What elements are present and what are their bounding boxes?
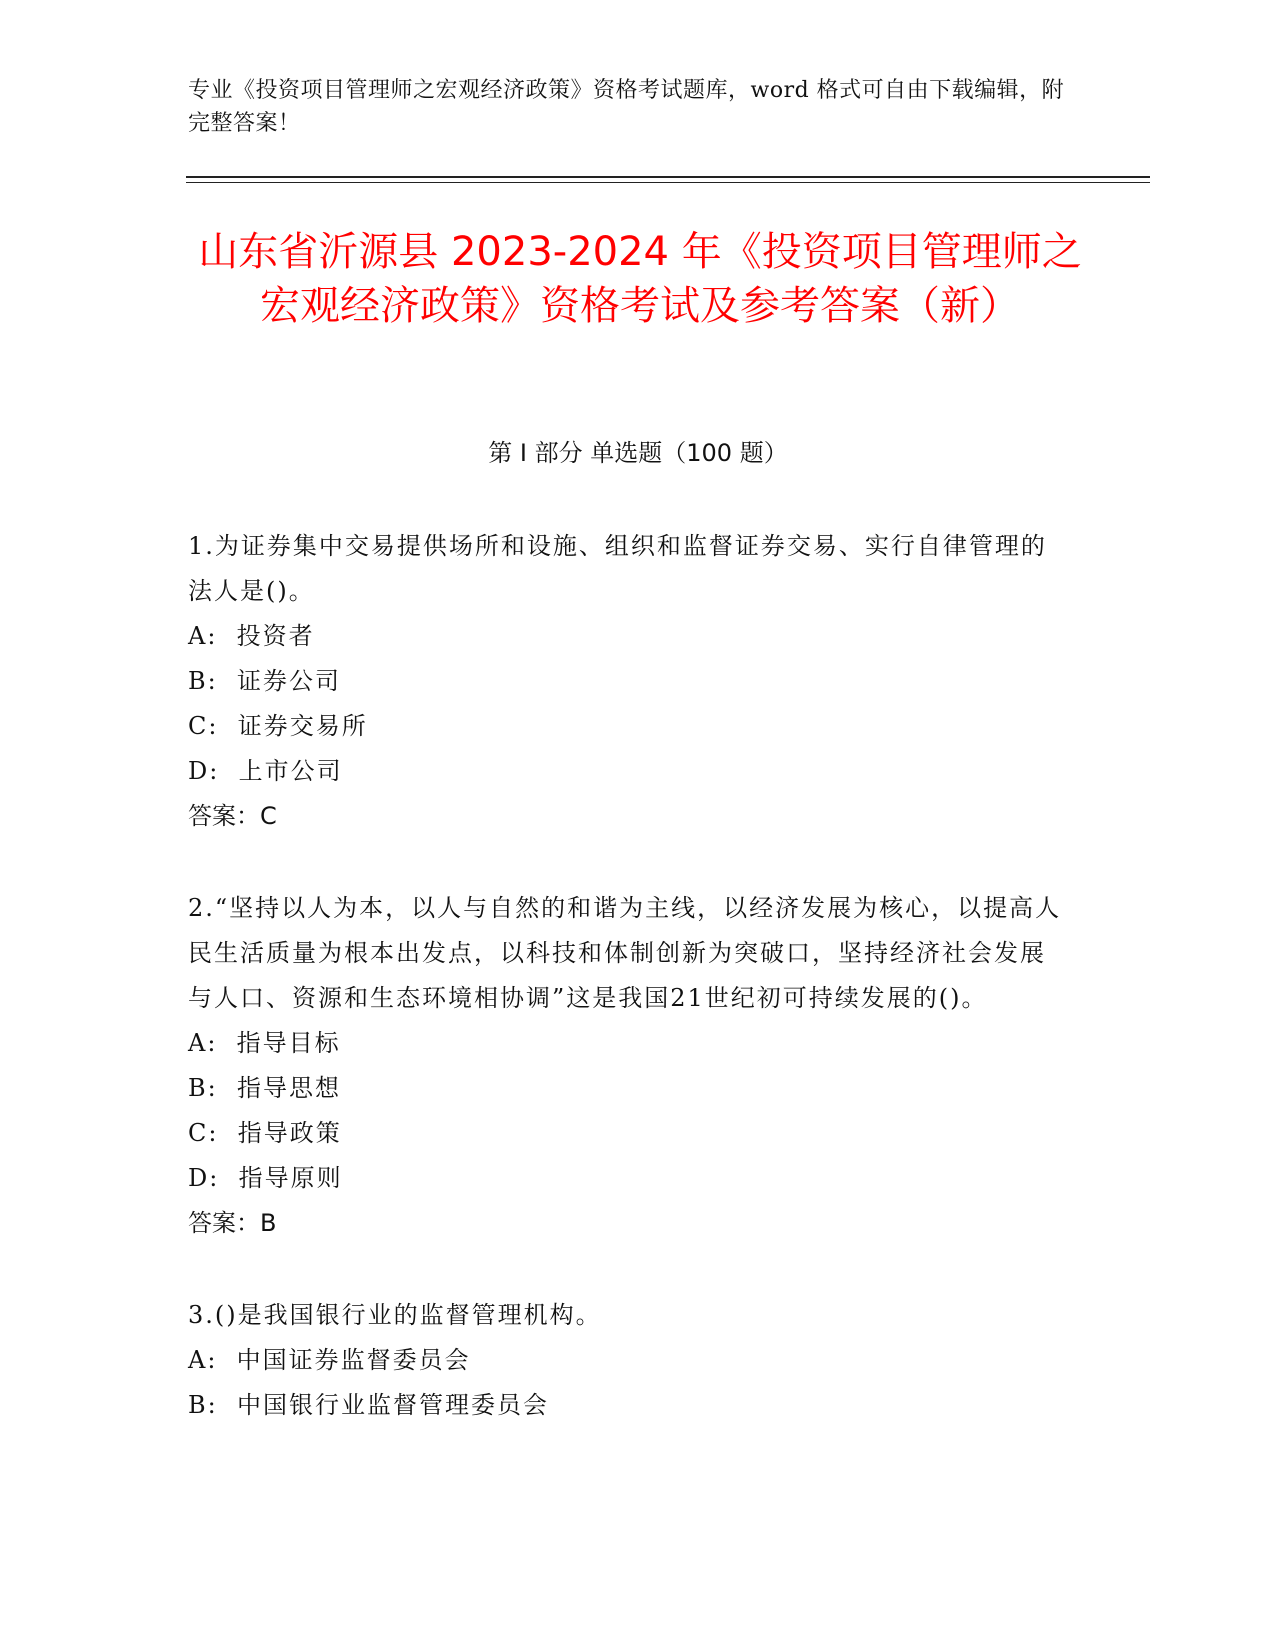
answer-line: 答案：B bbox=[188, 1209, 277, 1237]
option-a: A: 投资者 bbox=[188, 622, 315, 650]
question-3 bbox=[188, 1293, 1068, 1428]
option-b: B: 指导思想 bbox=[188, 1074, 341, 1102]
option-a: A: 指导目标 bbox=[188, 1029, 341, 1057]
question-stem: 2.“坚持以人为本，以人与自然的和谐为主线，以经济发展为核心，以提高人民生活质量为根本出发点，以科技和体制创新为突破口，坚持经济社会发展与人口、资源和生态环境相协调”这是我国21世纪初可持续发展的()。 bbox=[188, 894, 1062, 1012]
option-c: C: 证券交易所 bbox=[188, 712, 368, 740]
document-title: 山东省沂源县 2023-2024 年《投资项目管理师之宏观经济政策》资格考试及参考答案（新） bbox=[198, 229, 1082, 329]
section-heading: 第 I 部分 单选题（100 题） bbox=[488, 439, 788, 467]
option-c: C: 指导政策 bbox=[188, 1119, 342, 1147]
header-divider-thick bbox=[186, 176, 1150, 178]
option-b: B: 证券公司 bbox=[188, 667, 341, 695]
option-b: B: 中国银行业监督管理委员会 bbox=[188, 1391, 549, 1419]
question-stem: 1.为证券集中交易提供场所和设施、组织和监督证券交易、实行自律管理的法人是()。 bbox=[188, 532, 1047, 605]
header-note: 专业《投资项目管理师之宏观经济政策》资格考试题库，word 格式可自由下载编辑，附完整答案！ bbox=[188, 78, 1065, 136]
option-d: D: 上市公司 bbox=[188, 757, 343, 785]
header-divider-thin bbox=[186, 182, 1150, 183]
question-2 bbox=[188, 886, 1068, 1246]
option-a: A: 中国证券监督委员会 bbox=[188, 1346, 471, 1374]
question-list bbox=[188, 524, 1068, 1475]
question-1 bbox=[188, 524, 1068, 839]
answer-line: 答案：C bbox=[188, 802, 277, 830]
question-stem: 3.()是我国银行业的监督管理机构。 bbox=[188, 1301, 602, 1329]
option-d: D: 指导原则 bbox=[188, 1164, 343, 1192]
